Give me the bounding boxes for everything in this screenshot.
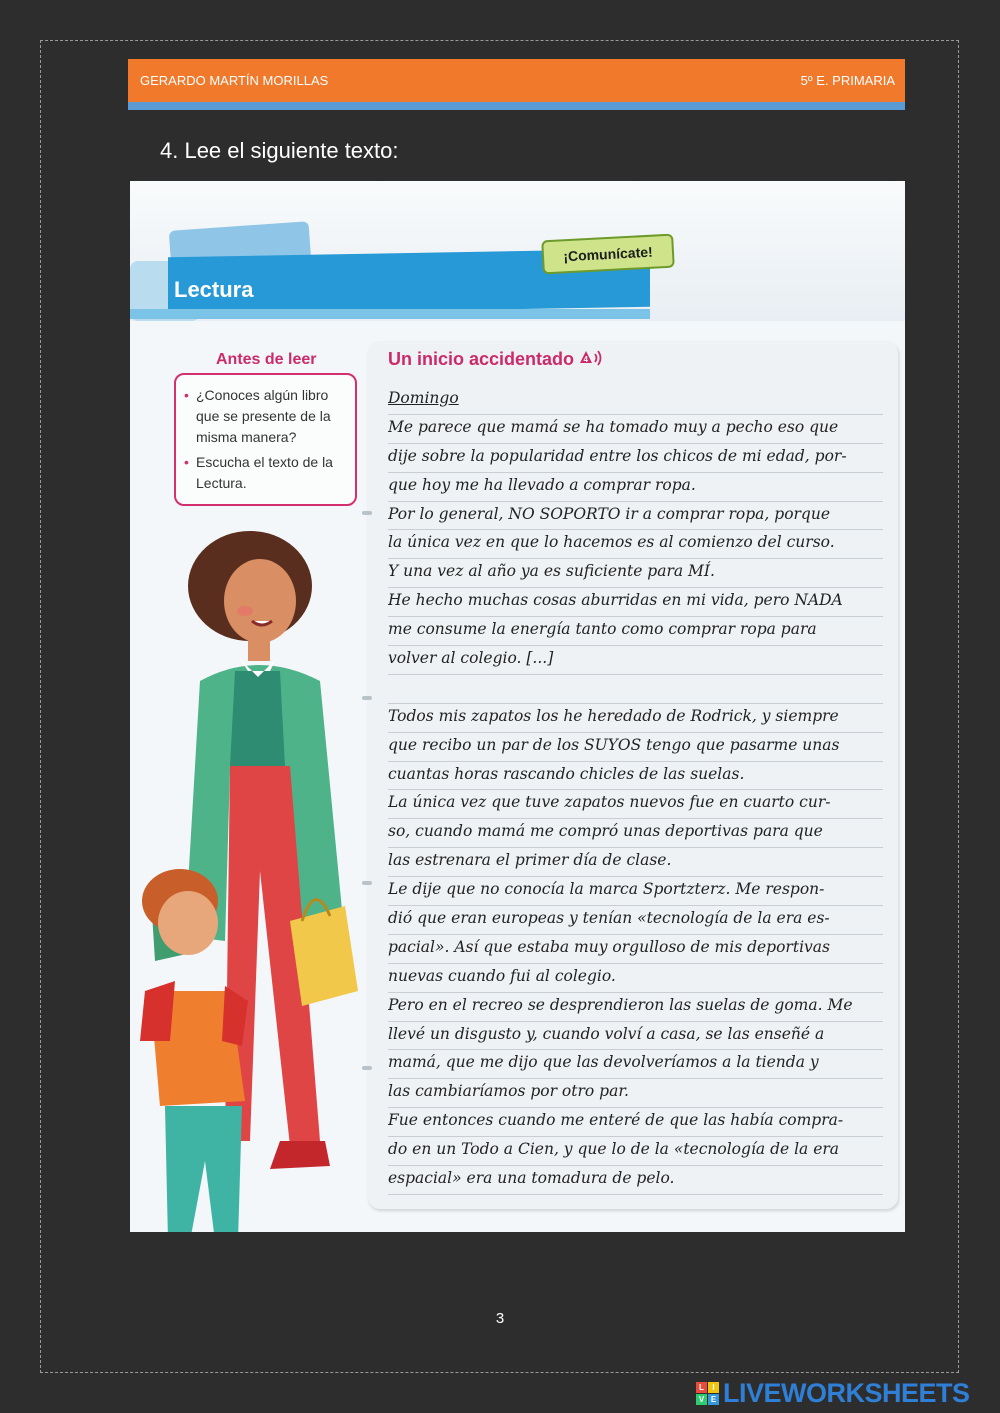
reading-line: llevé un disgusto y, cuando volví a casa, se las enseñé a xyxy=(388,1022,883,1051)
reading-line: Pero en el recreo se desprendieron las suelas de goma. Me xyxy=(388,993,883,1022)
reading-line: mamá, que me dijo que las devolveríamos a la tienda y xyxy=(388,1050,883,1079)
reading-line: Le dije que no conocía la marca Sportzterz. Me respon- xyxy=(388,877,883,906)
reading-line: que hoy me ha llevado a comprar ropa. xyxy=(388,473,883,502)
before-reading-item: • Escucha el texto de la Lectura. xyxy=(196,452,345,494)
liveworksheets-logo xyxy=(696,1378,970,1409)
reading-line: espacial» era una tomadura de pelo. xyxy=(388,1166,883,1195)
before-reading-item: • ¿Conoces algún libro que se presente de la misma manera? xyxy=(196,385,345,448)
reading-line: He hecho muchas cosas aburridas en mi vida, pero NADA xyxy=(388,588,883,617)
reading-line: Todos mis zapatos los he heredado de Rodrick, y siempre xyxy=(388,704,883,733)
grade-label: 5º E. PRIMARIA xyxy=(800,73,895,88)
decorative-strip xyxy=(130,309,650,319)
logo-text: LIVEWORKSHEETS xyxy=(723,1378,970,1408)
before-reading-title: Antes de leer xyxy=(216,351,317,368)
logo-letter: V xyxy=(696,1394,707,1405)
binding-ring xyxy=(362,511,372,515)
reading-line: Fue entonces cuando me enteré de que las había compra- xyxy=(388,1108,883,1137)
section-title: Lectura xyxy=(174,277,254,302)
audio-track-number: 4 xyxy=(583,355,588,364)
reading-line: dió que eran europeas y tenían «tecnología de la era es- xyxy=(388,906,883,935)
header-stripe xyxy=(128,102,905,110)
before-reading-box xyxy=(174,373,357,506)
logo-grid-icon xyxy=(696,1382,719,1405)
reading-title: Un inicio accidentado xyxy=(388,349,575,369)
audio-icon[interactable] xyxy=(578,347,608,369)
reading-line: La única vez que tuve zapatos nuevos fue en cuarto cur- xyxy=(388,790,883,819)
reading-line: que recibo un par de los SUYOS tengo que pasarme unas xyxy=(388,733,883,762)
mother-and-son-illustration xyxy=(130,521,365,1232)
reading-line: pacial». Así que estaba muy orgulloso de mis deportivas xyxy=(388,935,883,964)
textbook-scan xyxy=(130,181,905,1232)
reading-line: do en un Todo a Cien, y que lo de la «tecnología de la era xyxy=(388,1137,883,1166)
reading-line: volver al colegio. [...] xyxy=(388,646,883,675)
reading-line: so, cuando mamá me compró unas deportivas para que xyxy=(388,819,883,848)
logo-letter: I xyxy=(708,1382,719,1393)
reading-line: Me parece que mamá se ha tomado muy a pecho eso que xyxy=(388,415,883,444)
reading-line: Por lo general, NO SOPORTO ir a comprar ropa, porque xyxy=(388,502,883,531)
author-name: GERARDO MARTÍN MORILLAS xyxy=(140,73,329,88)
reading-line: cuantas horas rascando chicles de las suelas. xyxy=(388,762,883,791)
reading-line: nuevas cuando fui al colegio. xyxy=(388,964,883,993)
logo-letter: L xyxy=(696,1382,707,1393)
reading-text xyxy=(388,386,883,1195)
reading-line: las cambiaríamos por otro par. xyxy=(388,1079,883,1108)
instruction-text: 4. Lee el siguiente texto: xyxy=(160,138,399,163)
reading-line: la única vez en que lo hacemos es al comienzo del curso. xyxy=(388,530,883,559)
reading-line: las estrenara el primer día de clase. xyxy=(388,848,883,877)
page-number: 3 xyxy=(495,1310,505,1327)
reading-line: Y una vez al año ya es suficiente para MÍ. xyxy=(388,559,883,588)
reading-line: dije sobre la popularidad entre los chicos de mi edad, por- xyxy=(388,444,883,473)
reading-line: Domingo xyxy=(388,386,883,415)
reading-line: me consume la energía tanto como comprar ropa para xyxy=(388,617,883,646)
reading-line xyxy=(388,675,883,704)
comunicate-badge: ¡Comunícate! xyxy=(541,234,675,275)
logo-letter: E xyxy=(708,1394,719,1405)
page-header xyxy=(128,59,905,102)
